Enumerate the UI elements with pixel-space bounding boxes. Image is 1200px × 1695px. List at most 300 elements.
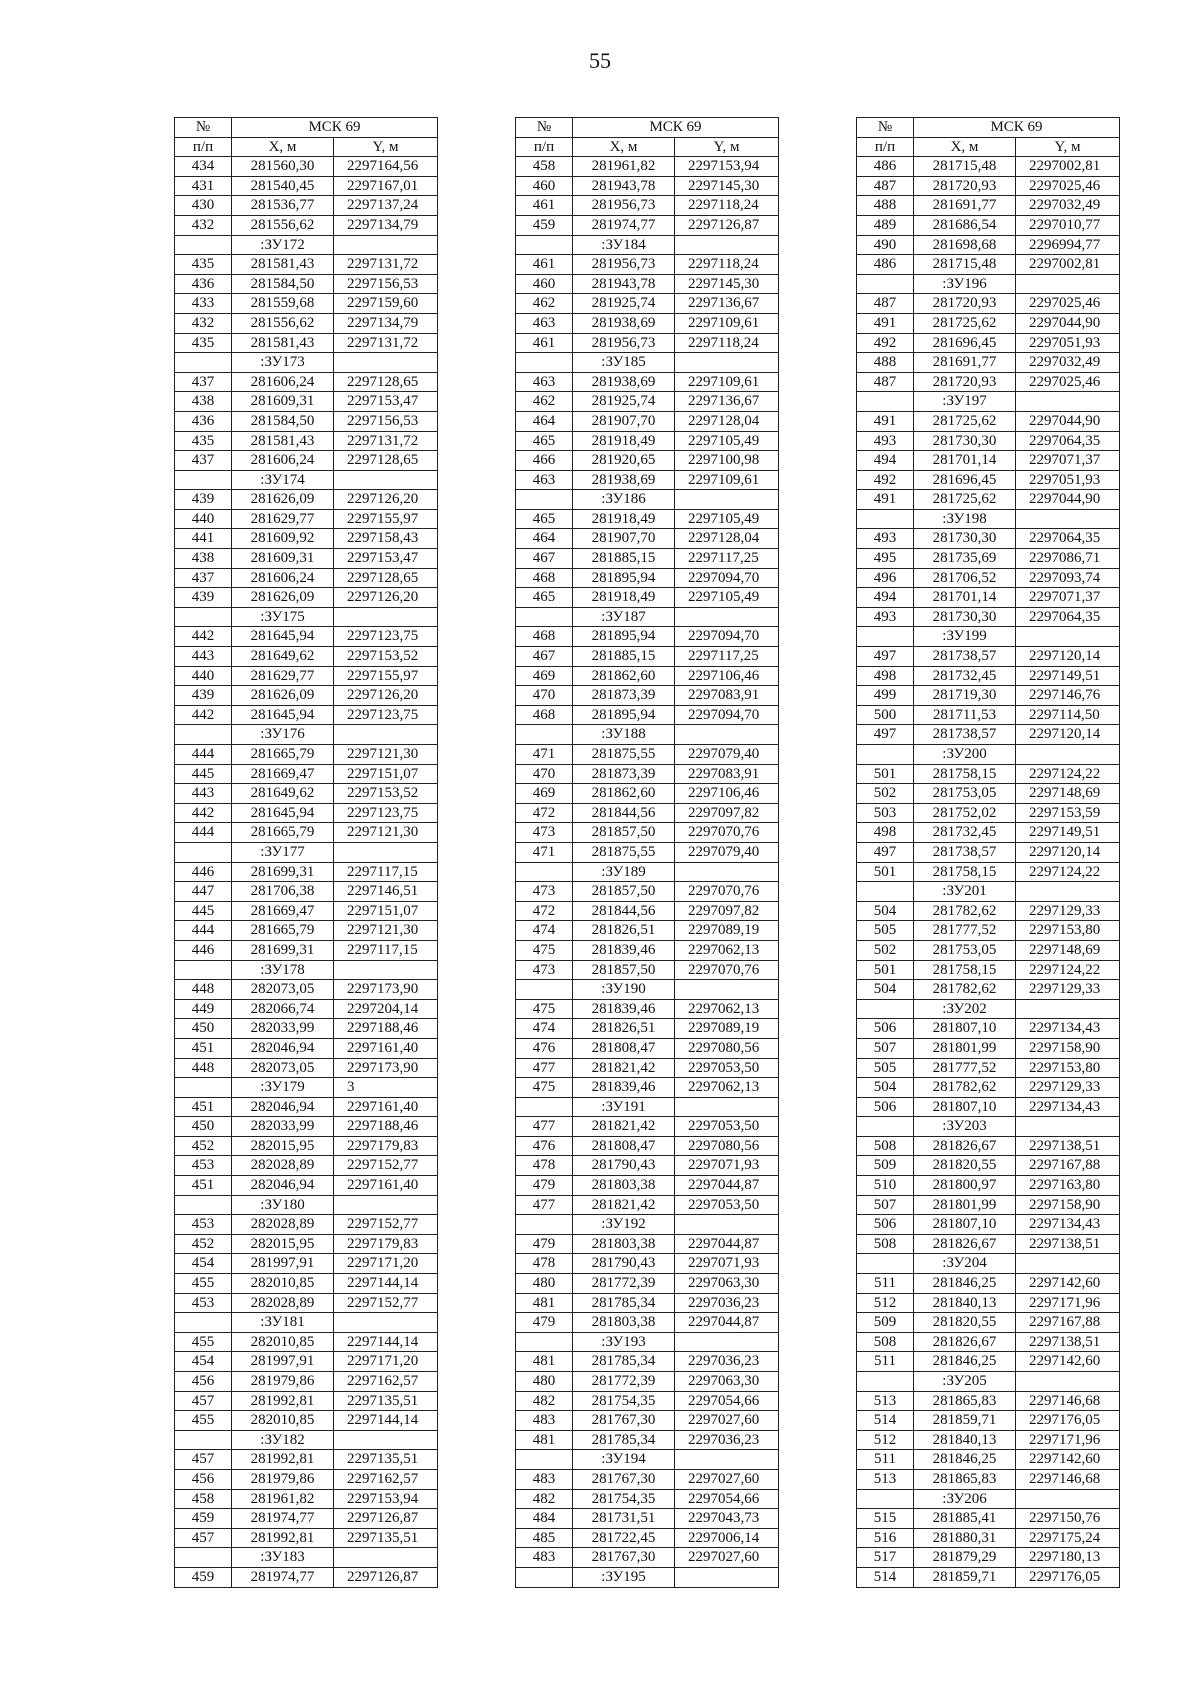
y-coordinate: 2297145,30: [675, 274, 779, 294]
table-row: [516, 647, 779, 667]
y-coordinate: [675, 353, 779, 373]
x-coordinate: 281844,56: [573, 803, 675, 823]
y-coordinate: [334, 842, 438, 862]
y-coordinate: 2297002,81: [1016, 255, 1120, 275]
y-coordinate: 2297106,46: [675, 666, 779, 686]
table-row: [857, 431, 1120, 451]
table-row: [516, 470, 779, 490]
x-coordinate: 281767,30: [573, 1548, 675, 1568]
point-number: [175, 353, 232, 373]
parcel-label: :ЗУ201: [914, 882, 1016, 902]
y-coordinate: 2297138,51: [1016, 1332, 1120, 1352]
x-coordinate: 281885,41: [914, 1509, 1016, 1529]
point-number: 433: [175, 294, 232, 314]
y-coordinate: 2297120,14: [1016, 647, 1120, 667]
point-number: 453: [175, 1156, 232, 1176]
x-coordinate: 281807,10: [914, 1215, 1016, 1235]
y-coordinate: 2297089,19: [675, 921, 779, 941]
y-coordinate: [1016, 274, 1120, 294]
y-coordinate: 2297071,93: [675, 1156, 779, 1176]
y-coordinate: 2297138,51: [1016, 1234, 1120, 1254]
x-coordinate: 281720,93: [914, 294, 1016, 314]
y-coordinate: 2297051,93: [1016, 470, 1120, 490]
table-row: [516, 1058, 779, 1078]
table-row: [516, 784, 779, 804]
point-number: 497: [857, 647, 914, 667]
x-coordinate: 281790,43: [573, 1254, 675, 1274]
table-row: [516, 274, 779, 294]
parcel-header-row: [857, 1489, 1120, 1509]
y-coordinate: 2297109,61: [675, 470, 779, 490]
y-coordinate: 2297025,46: [1016, 176, 1120, 196]
y-coordinate: 2297136,67: [675, 392, 779, 412]
parcel-header-row: [857, 999, 1120, 1019]
y-coordinate: 2297179,83: [334, 1136, 438, 1156]
y-coordinate: 2297036,23: [675, 1352, 779, 1372]
y-coordinate: 2297036,23: [675, 1293, 779, 1313]
table-row: [516, 157, 779, 177]
table-row: [516, 1509, 779, 1529]
x-coordinate: 281665,79: [232, 921, 334, 941]
point-number: 456: [175, 1469, 232, 1489]
table-row: [857, 255, 1120, 275]
x-coordinate: 281907,70: [573, 411, 675, 431]
point-number: 515: [857, 1509, 914, 1529]
point-number: [175, 842, 232, 862]
y-coordinate: 2297086,71: [1016, 549, 1120, 569]
point-number: [857, 274, 914, 294]
y-coordinate: [334, 725, 438, 745]
point-number: [175, 1078, 232, 1098]
y-coordinate: 2297146,68: [1016, 1469, 1120, 1489]
x-coordinate: 281801,99: [914, 1038, 1016, 1058]
y-coordinate: 2297044,90: [1016, 313, 1120, 333]
table-row: [857, 1078, 1120, 1098]
point-number: 514: [857, 1411, 914, 1431]
table-row: [857, 784, 1120, 804]
y-coordinate: 2297079,40: [675, 745, 779, 765]
y-coordinate: 2297171,96: [1016, 1293, 1120, 1313]
x-coordinate: 281626,09: [232, 588, 334, 608]
point-number: 486: [857, 255, 914, 275]
table-row: [857, 1176, 1120, 1196]
x-coordinate: 281649,62: [232, 784, 334, 804]
parcel-header-row: [857, 1372, 1120, 1392]
x-coordinate: 281649,62: [232, 647, 334, 667]
point-number: 501: [857, 960, 914, 980]
parcel-label: :ЗУ180: [232, 1195, 334, 1215]
y-coordinate: 2297153,94: [675, 157, 779, 177]
table-row: [175, 1509, 438, 1529]
y-coordinate: 2297027,60: [675, 1469, 779, 1489]
x-coordinate: 281992,81: [232, 1450, 334, 1470]
point-number: 475: [516, 999, 573, 1019]
table-row: [516, 333, 779, 353]
point-number: 492: [857, 333, 914, 353]
point-number: 473: [516, 823, 573, 843]
header-pp: п/п: [516, 137, 573, 157]
point-number: 472: [516, 901, 573, 921]
parcel-label: :ЗУ183: [232, 1548, 334, 1568]
point-number: 494: [857, 451, 914, 471]
point-number: 504: [857, 980, 914, 1000]
point-number: 437: [175, 372, 232, 392]
x-coordinate: 281938,69: [573, 313, 675, 333]
y-coordinate: [334, 1195, 438, 1215]
point-number: 439: [175, 490, 232, 510]
parcel-header-row: [857, 392, 1120, 412]
table-row: [857, 1097, 1120, 1117]
x-coordinate: 281725,62: [914, 411, 1016, 431]
y-coordinate: [334, 1548, 438, 1568]
table-row: [175, 509, 438, 529]
header-x: X, м: [232, 137, 334, 157]
y-coordinate: 2297188,46: [334, 1117, 438, 1137]
table-row: [175, 411, 438, 431]
y-coordinate: 2297064,35: [1016, 529, 1120, 549]
point-number: 483: [516, 1469, 573, 1489]
y-coordinate: 2297171,20: [334, 1254, 438, 1274]
parcel-header-row: [175, 725, 438, 745]
point-number: 502: [857, 784, 914, 804]
table-row: [857, 1038, 1120, 1058]
table-row: [857, 215, 1120, 235]
y-coordinate: 2297151,07: [334, 764, 438, 784]
x-coordinate: 281732,45: [914, 823, 1016, 843]
point-number: 501: [857, 862, 914, 882]
table-row: [857, 568, 1120, 588]
x-coordinate: 281753,05: [914, 940, 1016, 960]
x-coordinate: 281862,60: [573, 784, 675, 804]
y-coordinate: 2297134,79: [334, 215, 438, 235]
point-number: 442: [175, 803, 232, 823]
parcel-header-row: [516, 490, 779, 510]
y-coordinate: 2297051,93: [1016, 333, 1120, 353]
parcel-label: :ЗУ185: [573, 353, 675, 373]
point-number: 454: [175, 1352, 232, 1372]
point-number: 508: [857, 1234, 914, 1254]
table-row: [857, 294, 1120, 314]
point-number: 451: [175, 1097, 232, 1117]
y-coordinate: 2297136,67: [675, 294, 779, 314]
y-coordinate: 2297135,51: [334, 1450, 438, 1470]
x-coordinate: 281735,69: [914, 549, 1016, 569]
table-row: [857, 1215, 1120, 1235]
point-number: 491: [857, 490, 914, 510]
x-coordinate: 281807,10: [914, 1097, 1016, 1117]
y-coordinate: 2297167,01: [334, 176, 438, 196]
x-coordinate: 281669,47: [232, 764, 334, 784]
y-coordinate: [334, 470, 438, 490]
x-coordinate: 281758,15: [914, 862, 1016, 882]
point-number: 507: [857, 1038, 914, 1058]
x-coordinate: 281826,51: [573, 1019, 675, 1039]
y-coordinate: 2297146,68: [1016, 1391, 1120, 1411]
parcel-label: :ЗУ202: [914, 999, 1016, 1019]
y-coordinate: [1016, 627, 1120, 647]
x-coordinate: 281645,94: [232, 705, 334, 725]
point-number: 496: [857, 568, 914, 588]
y-coordinate: 2297128,65: [334, 568, 438, 588]
x-coordinate: 281839,46: [573, 1078, 675, 1098]
table-row: [175, 392, 438, 412]
y-coordinate: 2297135,51: [334, 1391, 438, 1411]
table-row: [516, 431, 779, 451]
y-coordinate: [1016, 392, 1120, 412]
table-row: [516, 1469, 779, 1489]
y-coordinate: 2297149,51: [1016, 823, 1120, 843]
point-number: 455: [175, 1332, 232, 1352]
y-coordinate: 2297137,24: [334, 196, 438, 216]
point-number: 446: [175, 940, 232, 960]
x-coordinate: 281907,70: [573, 529, 675, 549]
point-number: 435: [175, 255, 232, 275]
point-number: 454: [175, 1254, 232, 1274]
x-coordinate: 281691,77: [914, 353, 1016, 373]
y-coordinate: 2297163,80: [1016, 1176, 1120, 1196]
table-row: [175, 490, 438, 510]
x-coordinate: 281701,14: [914, 588, 1016, 608]
y-coordinate: 2297063,30: [675, 1274, 779, 1294]
y-coordinate: [334, 235, 438, 255]
table-row: [175, 1234, 438, 1254]
point-number: [516, 725, 573, 745]
table-row: [516, 1254, 779, 1274]
table-row: [857, 1136, 1120, 1156]
table-row: [175, 568, 438, 588]
x-coordinate: 281696,45: [914, 470, 1016, 490]
table-row: [516, 1019, 779, 1039]
table-row: [857, 940, 1120, 960]
y-coordinate: 2297044,87: [675, 1234, 779, 1254]
x-coordinate: 281918,49: [573, 431, 675, 451]
point-number: 503: [857, 803, 914, 823]
x-coordinate: 281609,92: [232, 529, 334, 549]
x-coordinate: 281956,73: [573, 196, 675, 216]
y-coordinate: 2297083,91: [675, 686, 779, 706]
y-coordinate: 2297080,56: [675, 1038, 779, 1058]
x-coordinate: 282046,94: [232, 1176, 334, 1196]
table-row: [175, 1372, 438, 1392]
y-coordinate: 3: [334, 1078, 438, 1098]
parcel-header-row: [175, 1195, 438, 1215]
point-number: 465: [516, 431, 573, 451]
point-number: 466: [516, 451, 573, 471]
point-number: 490: [857, 235, 914, 255]
y-coordinate: 2297153,80: [1016, 921, 1120, 941]
y-coordinate: 2297153,59: [1016, 803, 1120, 823]
parcel-header-row: [516, 235, 779, 255]
point-number: 491: [857, 411, 914, 431]
y-coordinate: 2297131,72: [334, 255, 438, 275]
table-row: [516, 196, 779, 216]
x-coordinate: 281706,52: [914, 568, 1016, 588]
y-coordinate: 2297123,75: [334, 705, 438, 725]
y-coordinate: [675, 235, 779, 255]
table-row: [516, 764, 779, 784]
point-number: [857, 1372, 914, 1392]
point-number: 476: [516, 1136, 573, 1156]
parcel-header-row: [175, 607, 438, 627]
x-coordinate: 281732,45: [914, 666, 1016, 686]
table-row: [516, 372, 779, 392]
point-number: 511: [857, 1450, 914, 1470]
x-coordinate: 281979,86: [232, 1372, 334, 1392]
point-number: 493: [857, 529, 914, 549]
point-number: 483: [516, 1411, 573, 1431]
x-coordinate: 281606,24: [232, 372, 334, 392]
table-row: [516, 255, 779, 275]
x-coordinate: 281758,15: [914, 960, 1016, 980]
y-coordinate: 2297080,56: [675, 1136, 779, 1156]
table-row: [516, 823, 779, 843]
y-coordinate: 2297094,70: [675, 627, 779, 647]
table-row: [857, 1567, 1120, 1587]
table-row: [516, 1274, 779, 1294]
x-coordinate: 281943,78: [573, 274, 675, 294]
point-number: 444: [175, 745, 232, 765]
x-coordinate: 281696,45: [914, 333, 1016, 353]
x-coordinate: 281691,77: [914, 196, 1016, 216]
x-coordinate: 281626,09: [232, 686, 334, 706]
y-coordinate: 2297083,91: [675, 764, 779, 784]
x-coordinate: 281840,13: [914, 1293, 1016, 1313]
parcel-header-row: [516, 1332, 779, 1352]
x-coordinate: 281808,47: [573, 1136, 675, 1156]
page-number: 55: [589, 48, 611, 73]
y-coordinate: 2297109,61: [675, 372, 779, 392]
x-coordinate: 282073,05: [232, 980, 334, 1000]
table-row: [857, 549, 1120, 569]
y-coordinate: 2297126,87: [334, 1567, 438, 1587]
table-row: [516, 509, 779, 529]
point-number: 505: [857, 1058, 914, 1078]
x-coordinate: 281559,68: [232, 294, 334, 314]
table-row: [175, 1136, 438, 1156]
point-number: 493: [857, 607, 914, 627]
point-number: 476: [516, 1038, 573, 1058]
y-coordinate: 2297121,30: [334, 921, 438, 941]
point-number: 458: [516, 157, 573, 177]
parcel-label: :ЗУ197: [914, 392, 1016, 412]
y-coordinate: 2297118,24: [675, 196, 779, 216]
x-coordinate: 281581,43: [232, 431, 334, 451]
x-coordinate: 281821,42: [573, 1195, 675, 1215]
parcel-header-row: [857, 1117, 1120, 1137]
point-number: [857, 627, 914, 647]
y-coordinate: [675, 725, 779, 745]
y-coordinate: 2297144,14: [334, 1411, 438, 1431]
table-row: [175, 451, 438, 471]
y-coordinate: 2297131,72: [334, 333, 438, 353]
parcel-label: :ЗУ172: [232, 235, 334, 255]
x-coordinate: 281772,39: [573, 1274, 675, 1294]
point-number: 478: [516, 1254, 573, 1274]
x-coordinate: 281540,45: [232, 176, 334, 196]
y-coordinate: 2297146,76: [1016, 686, 1120, 706]
x-coordinate: 281895,94: [573, 568, 675, 588]
y-coordinate: 2297129,33: [1016, 1078, 1120, 1098]
parcel-label: :ЗУ206: [914, 1489, 1016, 1509]
table-row: [175, 1156, 438, 1176]
y-coordinate: 2297151,07: [334, 901, 438, 921]
y-coordinate: 2297167,88: [1016, 1313, 1120, 1333]
y-coordinate: 2297063,30: [675, 1372, 779, 1392]
table-row: [857, 1293, 1120, 1313]
y-coordinate: 2297118,24: [675, 333, 779, 353]
point-number: 459: [175, 1567, 232, 1587]
table-row: [857, 1352, 1120, 1372]
x-coordinate: 281859,71: [914, 1567, 1016, 1587]
y-coordinate: 2297062,13: [675, 999, 779, 1019]
table-row: [175, 764, 438, 784]
point-number: 480: [516, 1274, 573, 1294]
y-coordinate: 2297175,24: [1016, 1528, 1120, 1548]
table-row: [516, 940, 779, 960]
y-coordinate: 2297152,77: [334, 1215, 438, 1235]
table-row: [175, 686, 438, 706]
x-coordinate: 281790,43: [573, 1156, 675, 1176]
point-number: 481: [516, 1430, 573, 1450]
point-number: [175, 235, 232, 255]
x-coordinate: 281772,39: [573, 1372, 675, 1392]
x-coordinate: 281767,30: [573, 1411, 675, 1431]
point-number: 501: [857, 764, 914, 784]
x-coordinate: 282046,94: [232, 1038, 334, 1058]
point-number: 436: [175, 411, 232, 431]
point-number: 497: [857, 725, 914, 745]
x-coordinate: 281873,39: [573, 686, 675, 706]
point-number: 479: [516, 1234, 573, 1254]
y-coordinate: 2297121,30: [334, 745, 438, 765]
x-coordinate: 281857,50: [573, 882, 675, 902]
parcel-header-row: [516, 725, 779, 745]
parcel-header-row: [175, 235, 438, 255]
parcel-label: :ЗУ196: [914, 274, 1016, 294]
table-row: [857, 647, 1120, 667]
point-number: 511: [857, 1274, 914, 1294]
table-row: [516, 627, 779, 647]
x-coordinate: 281730,30: [914, 431, 1016, 451]
point-number: [857, 1117, 914, 1137]
point-number: 434: [175, 157, 232, 177]
point-number: 465: [516, 588, 573, 608]
y-coordinate: 2297053,50: [675, 1058, 779, 1078]
point-number: 470: [516, 686, 573, 706]
table-row: [175, 1274, 438, 1294]
table-row: [175, 1117, 438, 1137]
x-coordinate: 281840,13: [914, 1430, 1016, 1450]
point-number: 432: [175, 313, 232, 333]
parcel-header-row: [516, 607, 779, 627]
point-number: 469: [516, 784, 573, 804]
point-number: 442: [175, 705, 232, 725]
x-coordinate: 281879,29: [914, 1548, 1016, 1568]
y-coordinate: 2297146,51: [334, 882, 438, 902]
x-coordinate: 281752,02: [914, 803, 1016, 823]
table-row: [175, 1489, 438, 1509]
y-coordinate: [1016, 1117, 1120, 1137]
table-row: [175, 215, 438, 235]
x-coordinate: 281782,62: [914, 980, 1016, 1000]
parcel-header-row: [175, 1548, 438, 1568]
table-row: [175, 705, 438, 725]
parcel-label: :ЗУ199: [914, 627, 1016, 647]
point-number: [175, 470, 232, 490]
table-row: [857, 411, 1120, 431]
y-coordinate: 2297176,05: [1016, 1411, 1120, 1431]
y-coordinate: 2297064,35: [1016, 607, 1120, 627]
